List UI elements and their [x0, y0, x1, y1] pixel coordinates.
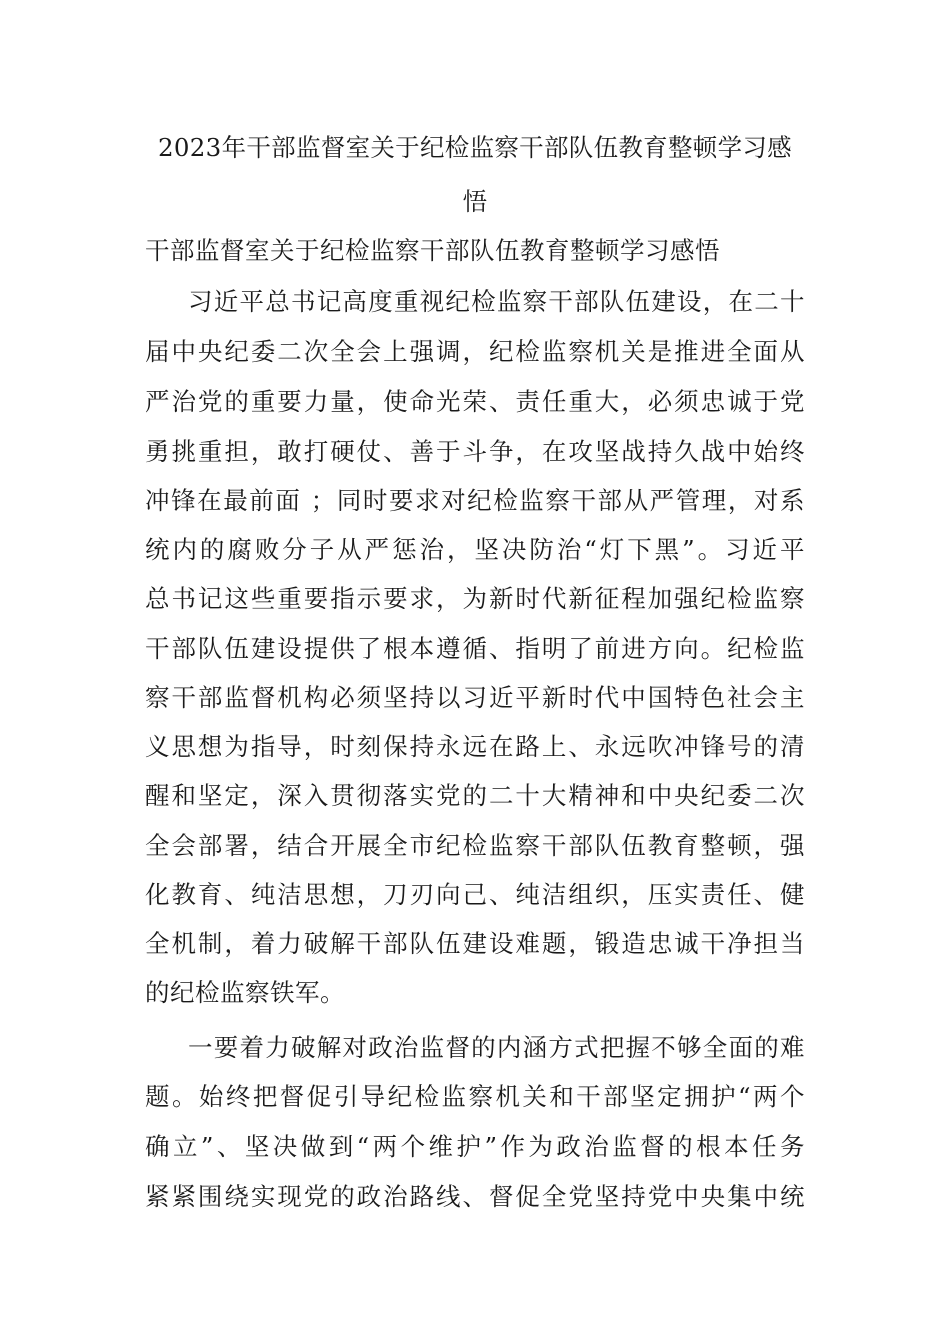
paragraph1-line: 化教育、纯洁思想，刀刃向己、纯洁组织，压实责任、健	[145, 880, 805, 909]
paragraph1-line: 冲锋在最前面 ；同时要求对纪检监察干部从严管理，对系	[145, 486, 805, 515]
paragraph2-line: 确立”、坚决做到“两个维护”作为政治监督的根本任务	[145, 1132, 805, 1161]
document-subtitle: 干部监督室关于纪检监察干部队伍教育整顿学习感悟	[145, 236, 720, 265]
paragraph1-line: 全机制，着力破解干部队伍建设难题，锻造忠诚干净担当	[145, 929, 805, 958]
paragraph1-line: 的纪检监察铁军。	[145, 978, 345, 1007]
paragraph2-line: 紧紧围绕实现党的政治路线、督促全党坚持党中央集中统	[145, 1182, 805, 1211]
paragraph1-line: 义思想为指导，时刻保持永远在路上、永远吹冲锋号的清	[145, 732, 805, 761]
paragraph1-line: 干部队伍建设提供了根本遵循、指明了前进方向。纪检监	[145, 634, 805, 663]
paragraph1-line: 届中央纪委二次全会上强调，纪检监察机关是推进全面从	[145, 337, 805, 366]
paragraph1-line: 全会部署，结合开展全市纪检监察干部队伍教育整顿，强	[145, 831, 805, 860]
paragraph1-line: 总书记这些重要指示要求，为新时代新征程加强纪检监察	[145, 584, 805, 613]
document-title-line-1: 2023年干部监督室关于纪检监察干部队伍教育整顿学习感	[158, 133, 792, 162]
paragraph1-line: 统内的腐败分子从严惩治，坚决防治“灯下黑”。习近平	[145, 535, 805, 564]
paragraph2-line: 一要着力破解对政治监督的内涵方式把握不够全面的难	[188, 1033, 805, 1062]
paragraph1-line: 严治党的重要力量，使命光荣、责任重大，必须忠诚于党	[145, 387, 805, 416]
paragraph1-line: 察干部监督机构必须坚持以习近平新时代中国特色社会主	[145, 683, 805, 712]
paragraph2-line: 题。始终把督促引导纪检监察机关和干部坚定拥护“两个	[145, 1082, 805, 1111]
paragraph1-line: 醒和坚定，深入贯彻落实党的二十大精神和中央纪委二次	[145, 781, 805, 810]
paragraph1-line: 勇挑重担，敢打硬仗、善于斗争，在攻坚战持久战中始终	[145, 437, 805, 466]
document-title-line-2: 悟	[462, 187, 488, 216]
paragraph1-line: 习近平总书记高度重视纪检监察干部队伍建设，在二十	[188, 287, 805, 316]
